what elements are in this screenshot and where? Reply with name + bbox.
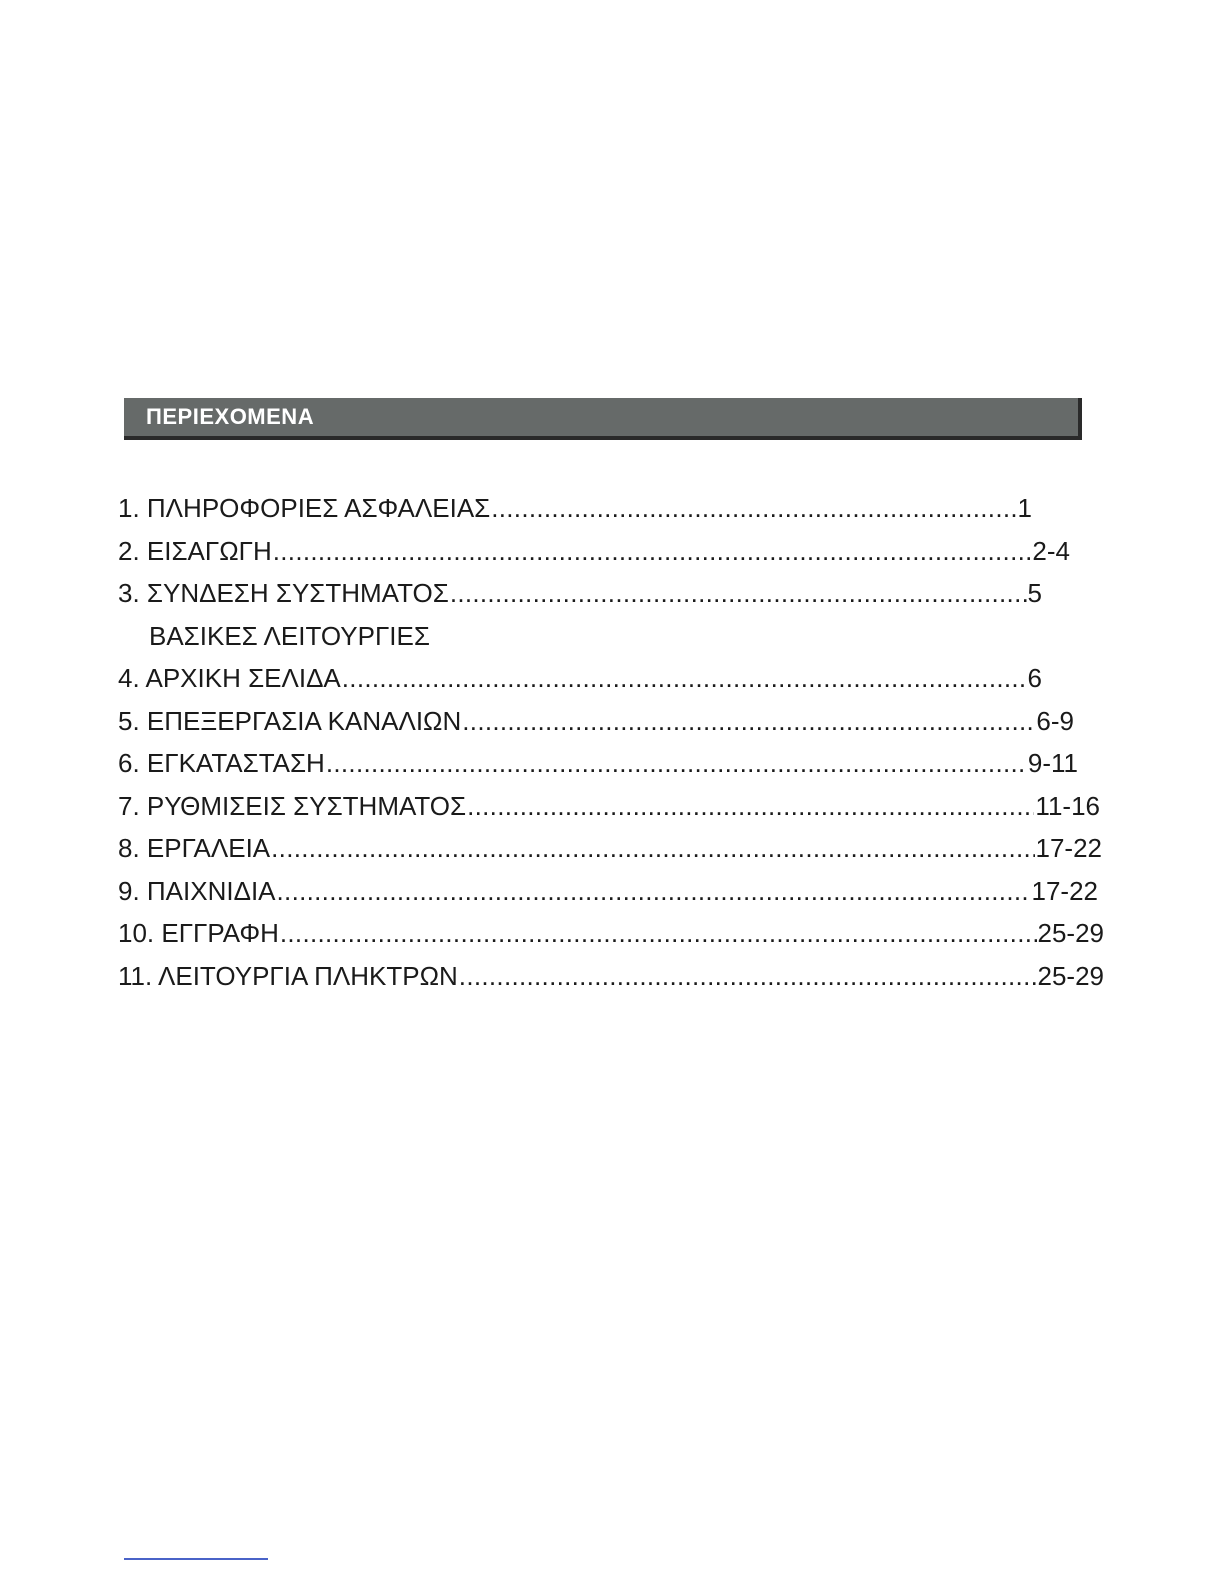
toc-entry-label: 4. ΑΡΧΙΚΗ ΣΕΛΙΔΑ — [118, 663, 341, 693]
toc-entry-label: 6. ΕΓΚΑΤΑΣΤΑΣΗ — [118, 748, 325, 778]
toc-leader-dots — [462, 700, 1035, 743]
toc-page-number: 1 — [1017, 493, 1032, 523]
toc-page-number: 25-29 — [1037, 918, 1104, 948]
toc-subheading — [118, 615, 1108, 658]
toc-entry-label: 2. ΕΙΣΑΓΩΓΗ — [118, 535, 272, 566]
toc-entry-label: ΒΑΣΙΚΕΣ ΛΕΙΤΟΥΡΓΙΕΣ — [149, 620, 430, 651]
toc-leader-dots — [280, 912, 1037, 955]
toc-entry-label: 8. ΕΡΓΑΛΕΙΑ — [118, 833, 271, 863]
toc-leader-dots — [277, 870, 1031, 913]
toc-entry-label: 1. ΠΛΗΡΟΦΟΡΙΕΣ ΑΣΦΑΛΕΙΑΣ — [118, 493, 491, 523]
toc-entry[interactable] — [118, 657, 1108, 700]
toc-entry[interactable] — [118, 742, 1108, 785]
toc-entry[interactable] — [118, 912, 1108, 955]
toc-entry-label: 11. ΛΕΙΤΟΥΡΓΙΑ ΠΛΗΚΤΡΩΝ — [118, 960, 458, 991]
toc-page-number: 17-22 — [1031, 875, 1098, 906]
toc-entry[interactable] — [118, 572, 1108, 615]
toc-entry-label: 7. ΡΥΘΜΙΣΕΙΣ ΣΥΣΤΗΜΑΤΟΣ — [118, 790, 467, 821]
toc-entry-label: 9. ΠΑΙΧΝΙΔΙΑ — [118, 875, 276, 906]
toc-leader-dots — [273, 530, 1032, 573]
contents-header-bar — [124, 398, 1082, 440]
toc-page-number: 11-16 — [1035, 790, 1100, 821]
toc-page-number: 2-4 — [1032, 535, 1070, 566]
toc-entry-label: 5. ΕΠΕΞΕΡΓΑΣΙΑ ΚΑΝΑΛΙΩΝ — [118, 705, 462, 736]
toc-entry[interactable] — [118, 955, 1108, 998]
toc-entry-label: 3. ΣΥΝΔΕΣΗ ΣΥΣΤΗΜΑΤΟΣ — [118, 578, 449, 608]
toc-entry[interactable] — [118, 530, 1108, 573]
toc-leader-dots — [491, 487, 1016, 530]
toc-leader-dots — [342, 657, 1027, 700]
toc-leader-dots — [450, 572, 1027, 615]
toc-entry[interactable] — [118, 870, 1108, 913]
toc-entry[interactable] — [118, 785, 1108, 828]
toc-entry[interactable] — [118, 487, 1108, 530]
toc-page-number: 6 — [1027, 663, 1042, 693]
toc-leader-dots — [459, 955, 1037, 998]
toc-page-number: 6-9 — [1036, 705, 1074, 736]
toc-page-number: 9-11 — [1027, 748, 1078, 778]
toc-page-number: 25-29 — [1037, 960, 1104, 991]
toc-entry[interactable] — [118, 700, 1108, 743]
toc-leader-dots — [467, 785, 1034, 828]
toc-page-number: 5 — [1027, 578, 1042, 608]
toc-page-number: 17-22 — [1035, 833, 1102, 863]
toc-leader-dots — [326, 742, 1027, 785]
toc-entry-label: 10. ΕΓΓΡΑΦΗ — [118, 918, 279, 948]
contents-title: ΠΕΡΙΕΧΟΜΕΝΑ — [146, 404, 315, 429]
footer-rule — [124, 1558, 268, 1560]
toc-entry[interactable] — [118, 827, 1108, 870]
toc-leader-dots — [271, 827, 1034, 870]
table-of-contents — [118, 487, 1108, 997]
